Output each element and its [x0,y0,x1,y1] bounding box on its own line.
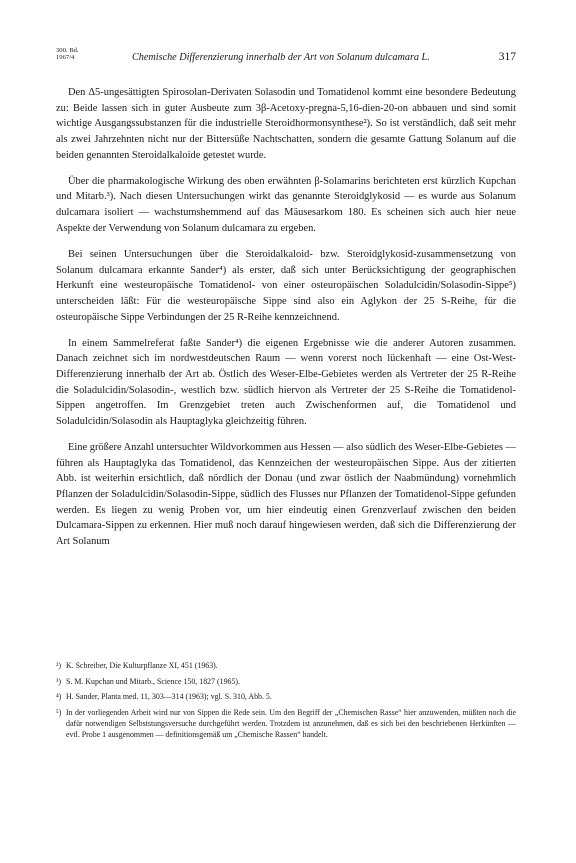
running-title: Chemische Differenzierung innerhalb der Art von Solanum dulcamara L. [132,52,430,63]
footnote-5 [56,707,516,741]
footnote-mark: ⁴) [56,692,62,701]
paragraph-4: In einem Sammelreferat faßte Sander⁴) die eigenen Ergebnisse wie die anderer Autoren zusammen. Danach zeichnet sich im nordwestdeutschen Raum — wenn vorerst noch lückenhaft — eine Ost-West-Differenzierung innerhalb der Art ab. Östlich des Weser-Elbe-Gebietes werden als Vertreter der 25 R-Reihe die Soladulcidin/Solasodin-, westlich bzw. südlich hiervon als Vertreter der 25 S-Reihe die Tomatidenol-Sippen angetroffen. Im Grenzgebiet treten auch Zwischenformen auf, die Tomatidenol und Soladulcidin/Solasodin als Hauptaglyka gleichzeitig führen. [56,337,516,427]
volume-info [56,47,79,62]
footnote-text: S. M. Kupchan und Mitarb., Science 150, 1827 (1965). [66,676,241,686]
footnote-4 [56,691,516,702]
paragraph-5: Eine größere Anzahl untersuchter Wildvorkommen aus Hessen — also südlich des Weser-Elbe-Gebietes — führen als Hauptaglyka das Tomatidenol, das Kennzeichen der westeuropäischen Sippe. Aus der zitierten Abb. ist weiterhin ersichtlich, daß nördlich der Donau (und zwar östlich der Naabmündung) vornehmlich Pflanzen der Soladulcidin/Solasodin-Sippe, südlich des Flusses nur Pflanzen der Tomatidenol-Sippe gefunden werden. Es liegen zu wenig Proben vor, um hier eindeutig einen Grenzverlauf zwischen den beiden Dulcamara-Sippen zu erkennen. Hier muß noch darauf hingewiesen werden, daß sich die Differenzierung der Art Solanum [56,442,516,548]
footnote-mark: ²) [56,661,61,670]
footnote-text: K. Schreiber, Die Kulturpflanze XI, 451 (1963). [66,661,218,670]
footnote-3 [56,676,516,687]
volume-year: 1967/4 [56,54,75,62]
article-body [56,85,516,560]
footnotes [56,660,516,744]
page-header [56,47,516,69]
paragraph-2: Über die pharmakologische Wirkung des oben erwähnten β-Solamarins berichteten erst kürzlich Kupchan und Mitarb.³). Nach diesen Untersuchungen wirkt das genannte Steroidglykosid — es wurde aus Solanum dulcamara isoliert — wachstumshemmend auf das Mäusesarkom 180. Es scheinen sich auch hier neue Aspekte der Verwendung von Solanum dulcamara zu ergeben. [56,175,516,234]
page-number: 317 [498,51,516,63]
paragraph-1: Den Δ5-ungesättigten Spirosolan-Derivaten Solasodin und Tomatidenol kommt eine besondere Bedeutung zu: Beide lassen sich in guter Ausbeute zum 3β-Acetoxy-pregna-5,16-dien-20-on abbauen und sind somit wichtige Ausgangssubstanzen für die industrielle Steroidhormonsynthese²). So ist verständlich, daß seit mehr als zwei Jahrzehnten nicht nur der Bittersüße Nachtschatten, sondern die gesamte Gattung Solanum auf die beiden genannten Steroidalkaloide getestet wurde. [56,87,516,161]
footnote-text: H. Sander, Planta med. 11, 303—314 (1963); vgl. S. 310, Abb. 5. [66,692,272,701]
footnote-mark: ³) [56,676,61,686]
volume-number: 300. Bd. [56,47,79,54]
footnote-mark: ⁵) [56,707,62,717]
paragraph-3: Bei seinen Untersuchungen über die Steroidalkaloid- bzw. Steroidglykosid-zusammensetzung von Solanum dulcamara erkannte Sander⁴) als erster, daß sich unter Berücksichtigung der geographischen Herkunft eine westeuropäische Tomatidenol- von einer osteuropäischen Soladulcidin/Solasodin-Sippe⁵) unterscheiden läßt: Für die westeuropäische Sippe sind also ein Aglykon der 25 S-Reihe, für die osteuropäische Sippe Verbindungen der 25 R-Reihe kennzeichnend. [56,248,516,323]
footnote-2 [56,660,516,671]
footnote-text: In der vorliegenden Arbeit wird nur von Sippen die Rede sein. Um den Begriff der „Chemischen Rasse“ hier anzuwenden, müßten noch die dafür notwendigen Selbststungsversuche durchgeführt werden. Trotzdem ist anzunehmen, daß es sich bei den beschriebenen Herkünften — evtl. Probe 1 ausgenommen — definitionsgemäß um „Chemische Rassen“ handelt. [66,707,516,739]
